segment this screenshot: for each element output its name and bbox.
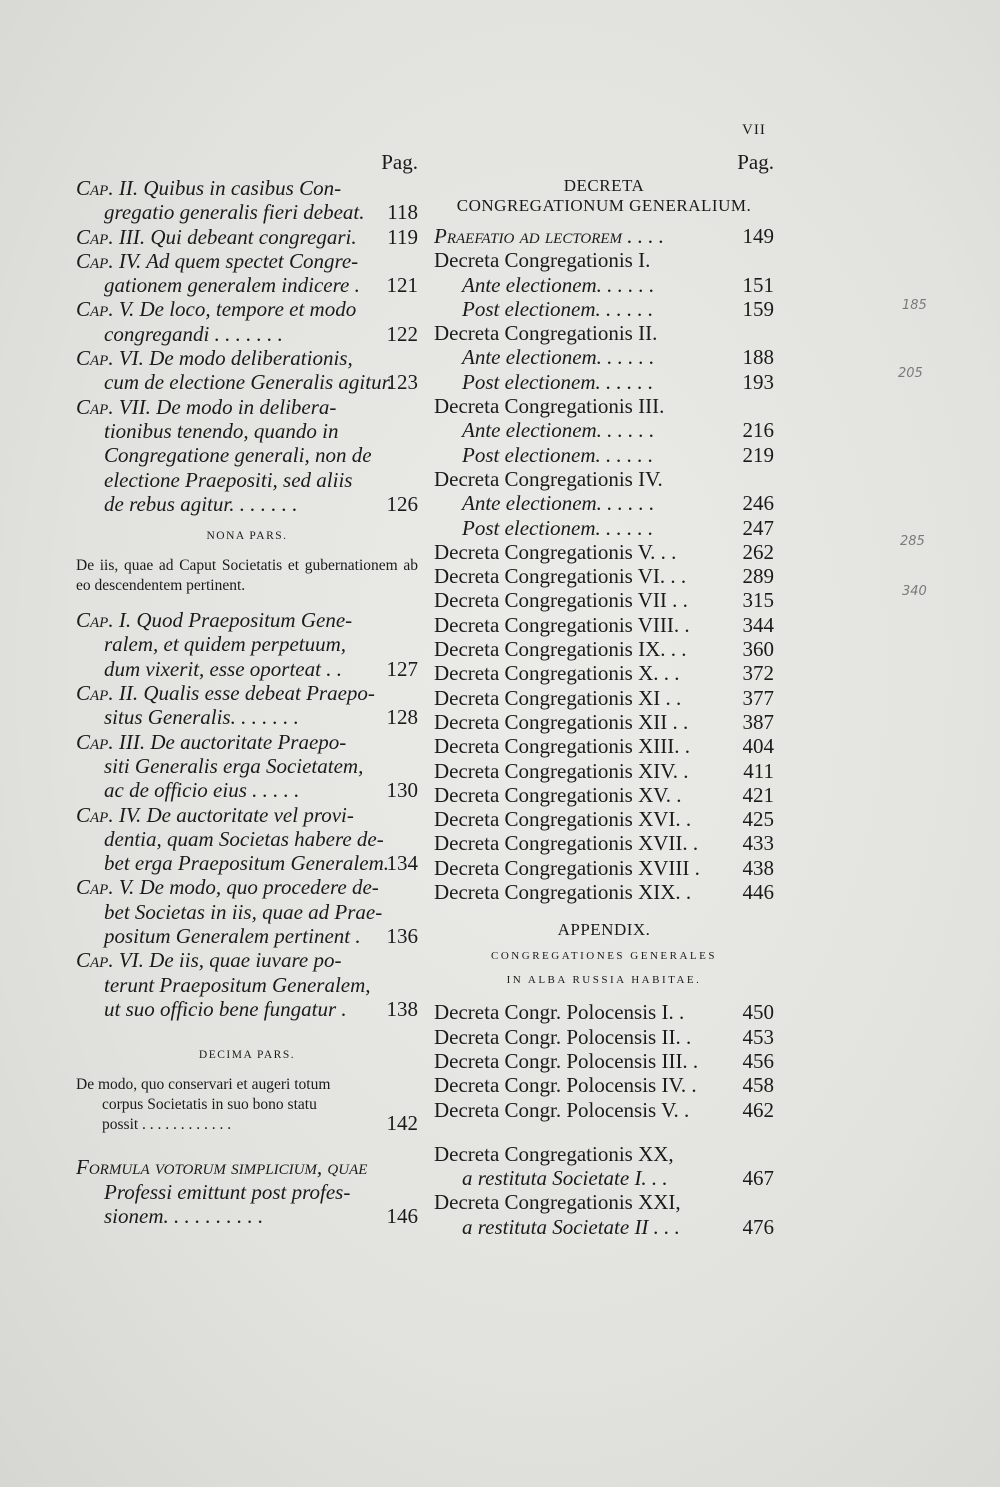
chapter-title: De auctoritate Praepo- <box>150 729 347 754</box>
decreta-entry <box>434 710 774 734</box>
chapter-number: IV. <box>118 802 147 827</box>
decima-line: corpus Societatis in suo bono statu <box>102 1096 317 1114</box>
chapter-entry <box>76 730 418 803</box>
decreta-list <box>434 248 774 904</box>
entry-text: Decreta Congregationis XII . . <box>434 709 689 734</box>
chapter-entry <box>76 225 418 249</box>
chapter-line <box>76 395 418 419</box>
chapter-cap-label: Cap. <box>76 681 119 706</box>
entry-text: Decreta Congregationis XVII. . <box>434 831 699 856</box>
page-number: 122 <box>386 321 418 346</box>
decima-line: De modo, quo conservari et augeri totum <box>76 1076 331 1094</box>
entry-text: Decreta Congregationis XIV. . <box>434 758 689 783</box>
page-number: 136 <box>386 924 418 949</box>
chapter-number: VII. <box>118 394 157 419</box>
chapter-entry <box>76 346 418 395</box>
page-number: 130 <box>386 778 418 803</box>
entry-text: Decreta Congregationis XV. . <box>434 782 682 807</box>
page-number: 262 <box>742 539 774 564</box>
page-number: 315 <box>742 588 774 613</box>
section-desc-nona: De iis, quae ad Caput Societatis et gubernationem ab eo descendentem pertinent. <box>76 557 418 595</box>
chapter-line <box>76 681 418 705</box>
entry-text: Decreta Congregationis IV. <box>434 466 663 491</box>
pag-label-left: Pag. <box>381 150 418 174</box>
entry-line: Decreta Congregationis XXI, <box>434 1190 681 1215</box>
polocensis-entry <box>434 1049 774 1073</box>
sub-entry <box>434 370 774 394</box>
decreta-entry <box>434 248 774 272</box>
decima-entry <box>76 1075 418 1135</box>
chapter-line: electione Praepositi, sed aliis <box>104 467 353 492</box>
chapter-title: De modo, quo procedere de- <box>139 875 379 900</box>
page-number: 146 <box>386 1203 418 1228</box>
sub-entry <box>434 491 774 515</box>
chapter-line: congregandi . . . . . . . <box>104 321 283 346</box>
formula-line: sionem. . . . . . . . . . <box>104 1203 264 1228</box>
chapter-cap-label: Cap. <box>76 394 119 419</box>
entry-text: Decreta Congregationis XVI. . <box>434 807 692 832</box>
chapter-entry <box>76 297 418 346</box>
decreta-entry <box>434 637 774 661</box>
chapter-line <box>76 608 418 632</box>
chapter-cap-label: Cap. <box>76 802 119 827</box>
chapter-line: Congregatione generali, non de <box>104 443 372 468</box>
page-number: 149 <box>742 224 774 248</box>
chapter-line: bet Societas in iis, quae ad Prae- <box>104 899 383 924</box>
page-number: 433 <box>742 831 774 856</box>
chapter-entry <box>76 875 418 948</box>
entry-text: Decreta Congregationis I. <box>434 248 651 273</box>
chapter-line: de rebus agitur. . . . . . . <box>104 491 298 516</box>
heading-decreta: DECRETA <box>563 176 645 195</box>
sub-entry <box>434 345 774 369</box>
entry-text: Decreta Congregationis IX. . . <box>434 637 687 662</box>
chapter-number: III. <box>118 224 151 249</box>
chapter-title: De modo deliberationis, <box>149 346 353 371</box>
chapter-cap-label: Cap. <box>76 608 119 633</box>
decreta-entry <box>434 783 774 807</box>
page-number: 421 <box>742 782 774 807</box>
chapter-cap-label: Cap. <box>76 346 119 371</box>
entry-text: Post electionem. . . . . . <box>462 369 654 394</box>
page-number: 246 <box>742 491 774 516</box>
xxi-entry <box>434 1190 774 1239</box>
page-number: 123 <box>386 370 418 395</box>
sub-entry <box>434 297 774 321</box>
appendix-subtitle: CONGREGATIONES GENERALES <box>491 950 717 963</box>
decreta-entry <box>434 588 774 612</box>
entry-text: Decreta Congregationis III. <box>434 394 665 419</box>
chapter-title: Quod Praepositum Gene- <box>136 608 353 633</box>
page-number: 127 <box>386 656 418 681</box>
page-number: 404 <box>742 734 774 759</box>
polocensis-entry <box>434 1025 774 1049</box>
entry-text: Decreta Congregationis XI . . <box>434 685 682 710</box>
chapter-number: III. <box>118 729 151 754</box>
page-number: 138 <box>386 996 418 1021</box>
chapter-line <box>76 297 418 321</box>
polocensis-entry <box>434 1098 774 1122</box>
page-number: 387 <box>742 709 774 734</box>
chapter-line: ut suo officio bene fungatur . <box>104 996 347 1021</box>
praefatio-label: Praefatio ad lectorem . . . . <box>434 224 665 248</box>
entry-text: Decreta Congregationis XVIII . <box>434 855 700 880</box>
entry-text: Decreta Congregationis VII . . <box>434 588 688 613</box>
chapter-entry <box>76 249 418 298</box>
decreta-entry <box>434 880 774 904</box>
decreta-entry <box>434 831 774 855</box>
decima-line: possit . . . . . . . . . . . . <box>102 1116 232 1134</box>
sub-entry <box>434 443 774 467</box>
page-number: 476 <box>742 1214 774 1239</box>
entry-text: Decreta Congr. Polocensis V. . <box>434 1097 690 1122</box>
chapter-entry <box>76 608 418 681</box>
page-number: 377 <box>742 685 774 710</box>
chapter-entry <box>76 395 418 516</box>
entry-text: Post electionem. . . . . . <box>462 296 654 321</box>
entry-line: a restituta Societate II . . . <box>462 1214 680 1239</box>
chapter-number: IV. <box>118 248 147 273</box>
chapter-line: dentia, quam Societas habere de- <box>104 826 384 851</box>
decreta-entry <box>434 540 774 564</box>
page-number: 453 <box>742 1024 774 1049</box>
page-number: 216 <box>742 418 774 443</box>
chapter-number: VI. <box>118 948 150 973</box>
entry-text: Decreta Congr. Polocensis IV. . <box>434 1073 697 1098</box>
polocensis-entry <box>434 1073 774 1097</box>
chapter-line: bet erga Praepositum Generalem. <box>104 851 389 876</box>
page-number: 456 <box>742 1048 774 1073</box>
formula-line: Professi emittunt post profes- <box>104 1179 351 1204</box>
entry-text: Decreta Congr. Polocensis II. . <box>434 1024 692 1049</box>
margin-note: 285 <box>900 534 925 549</box>
chapter-entry <box>76 948 418 1021</box>
entry-text: Ante electionem. . . . . . <box>462 272 655 297</box>
chapter-line <box>76 249 418 273</box>
chapter-line <box>76 730 418 754</box>
page-number: 128 <box>386 705 418 730</box>
chapter-line: dum vixerit, esse oporteat . . <box>104 656 342 681</box>
decreta-entry <box>434 734 774 758</box>
chapter-line <box>76 176 418 200</box>
page-number: 126 <box>386 491 418 516</box>
xx-entry <box>434 1142 774 1191</box>
decreta-entry <box>434 467 774 491</box>
appendix-subtitle: IN ALBA RUSSIA HABITAE. <box>506 974 702 987</box>
page-number: 462 <box>742 1097 774 1122</box>
chapter-line <box>76 346 418 370</box>
page-number: 159 <box>742 296 774 321</box>
chapter-cap-label: Cap. <box>76 948 119 973</box>
page-number: 372 <box>742 661 774 686</box>
page-number: 458 <box>742 1073 774 1098</box>
left-column <box>76 148 418 1228</box>
entry-text: Decreta Congregationis V. . . <box>434 539 677 564</box>
sub-entry <box>434 273 774 297</box>
decreta-entry <box>434 807 774 831</box>
section-title-nona: NONA PARS. <box>206 530 288 543</box>
chapter-line: ac de officio eius . . . . . <box>104 778 300 803</box>
section-title-decima: DECIMA PARS. <box>198 1049 296 1062</box>
praefatio-entry <box>434 224 774 248</box>
entry-line: Decreta Congregationis XX, <box>434 1141 674 1166</box>
entry-text: Decreta Congr. Polocensis I. . <box>434 1000 685 1025</box>
decreta-entry <box>434 564 774 588</box>
chapter-number: VI. <box>118 346 150 371</box>
page-number: 289 <box>742 564 774 589</box>
sub-entry <box>434 418 774 442</box>
page-number: 142 <box>386 1111 418 1136</box>
chapter-line <box>76 803 418 827</box>
pag-label-right: Pag. <box>737 150 774 174</box>
decreta-entry <box>434 661 774 685</box>
page-number: 450 <box>742 1000 774 1025</box>
margin-note: 205 <box>898 366 923 381</box>
entry-text: Ante electionem. . . . . . <box>462 491 655 516</box>
chapter-line: positum Generalem pertinent . <box>104 924 361 949</box>
page-number: 219 <box>742 442 774 467</box>
chapter-number: II. <box>118 681 144 706</box>
page-number: 425 <box>742 807 774 832</box>
page-number: 188 <box>742 345 774 370</box>
chapter-cap-label: Cap. <box>76 729 119 754</box>
chapter-cap-label: Cap. <box>76 248 119 273</box>
decreta-entry <box>434 394 774 418</box>
chapter-title: Quibus in casibus Con- <box>143 176 342 200</box>
decreta-entry <box>434 759 774 783</box>
chapter-cap-label: Cap. <box>76 875 119 900</box>
entry-text: Decreta Congregationis II. <box>434 321 658 346</box>
chapter-title: Qui debeant congregari. <box>150 224 357 249</box>
chapter-entry <box>76 681 418 730</box>
chapter-line: terunt Praepositum Generalem, <box>104 972 371 997</box>
polocensis-list <box>434 1000 774 1121</box>
decreta-entry <box>434 856 774 880</box>
page-number: 344 <box>742 612 774 637</box>
entry-text: Decreta Congregationis XIII. . <box>434 734 690 759</box>
decreta-entry <box>434 686 774 710</box>
chapter-number: V. <box>118 297 140 322</box>
page-number: 360 <box>742 637 774 662</box>
page-number: 446 <box>742 880 774 905</box>
page-number: 134 <box>386 851 418 876</box>
chapter-title: Ad quem spectet Congre- <box>146 248 359 273</box>
margin-note: 185 <box>902 298 927 313</box>
chapter-line: gregatio generalis fieri debeat. <box>104 200 365 225</box>
chapter-title: De modo in delibera- <box>156 394 337 419</box>
page-number: 121 <box>386 273 418 298</box>
chapter-line <box>76 875 418 899</box>
chapter-line: ralem, et quidem perpetuum, <box>104 632 347 657</box>
formula-entry <box>76 1155 418 1228</box>
folio-number: VII <box>742 122 766 138</box>
chapter-cap-label: Cap. <box>76 297 119 322</box>
entry-text: Decreta Congregationis X. . . <box>434 661 680 686</box>
chapter-title: De loco, tempore et modo <box>139 297 357 322</box>
chapter-line: siti Generalis erga Societatem, <box>104 753 364 778</box>
entry-text: Decreta Congregationis XIX. . <box>434 880 692 905</box>
chapter-number: I. <box>118 608 137 633</box>
margin-note: 340 <box>902 584 927 599</box>
entry-text: Post electionem. . . . . . <box>462 515 654 540</box>
chapter-number: II. <box>118 176 144 200</box>
entry-text: Ante electionem. . . . . . <box>462 345 655 370</box>
page-number: 193 <box>742 369 774 394</box>
page-number: 467 <box>742 1166 774 1191</box>
entry-text: Decreta Congregationis VIII. . <box>434 612 690 637</box>
chapter-title: De auctoritate vel provi- <box>146 802 354 827</box>
chapter-list-a <box>76 176 418 516</box>
page-number: 119 <box>387 224 418 249</box>
chapter-number: V. <box>118 875 140 900</box>
decreta-entry <box>434 613 774 637</box>
heading-congregationum: CONGREGATIONUM GENERALIUM. <box>456 196 752 215</box>
chapter-entry <box>76 803 418 876</box>
page-number: 438 <box>742 855 774 880</box>
page-number: 411 <box>743 758 774 783</box>
entry-text: Decreta Congregationis VI. . . <box>434 564 687 589</box>
appendix-title: APPENDIX. <box>557 920 651 940</box>
decreta-entry <box>434 321 774 345</box>
chapter-line: cum de electione Generalis agitur. <box>104 370 393 395</box>
chapter-entry <box>76 176 418 225</box>
polocensis-entry <box>434 1000 774 1024</box>
sub-entry <box>434 516 774 540</box>
right-column <box>434 148 774 1239</box>
entry-text: Ante electionem. . . . . . <box>462 418 655 443</box>
entry-text: Decreta Congr. Polocensis III. . <box>434 1048 699 1073</box>
entry-line: a restituta Societate I. . . <box>462 1166 668 1191</box>
formula-line: Formula votorum simplicium, quae <box>76 1155 368 1180</box>
chapter-cap-label: Cap. <box>76 176 119 200</box>
chapter-line: gationem generalem indicere . <box>104 273 360 298</box>
chapter-line <box>76 225 418 249</box>
chapter-cap-label: Cap. <box>76 224 119 249</box>
entry-text: Post electionem. . . . . . <box>462 442 654 467</box>
page-number: 118 <box>387 200 418 225</box>
chapter-title: De iis, quae iuvare po- <box>149 948 342 973</box>
chapter-list-b <box>76 608 418 1021</box>
chapter-title: Qualis esse debeat Praepo- <box>143 681 375 706</box>
page-number: 151 <box>742 272 774 297</box>
chapter-line: tionibus tenendo, quando in <box>104 418 339 443</box>
chapter-line <box>76 948 418 972</box>
chapter-line: situs Generalis. . . . . . . <box>104 705 299 730</box>
page-number: 247 <box>742 515 774 540</box>
